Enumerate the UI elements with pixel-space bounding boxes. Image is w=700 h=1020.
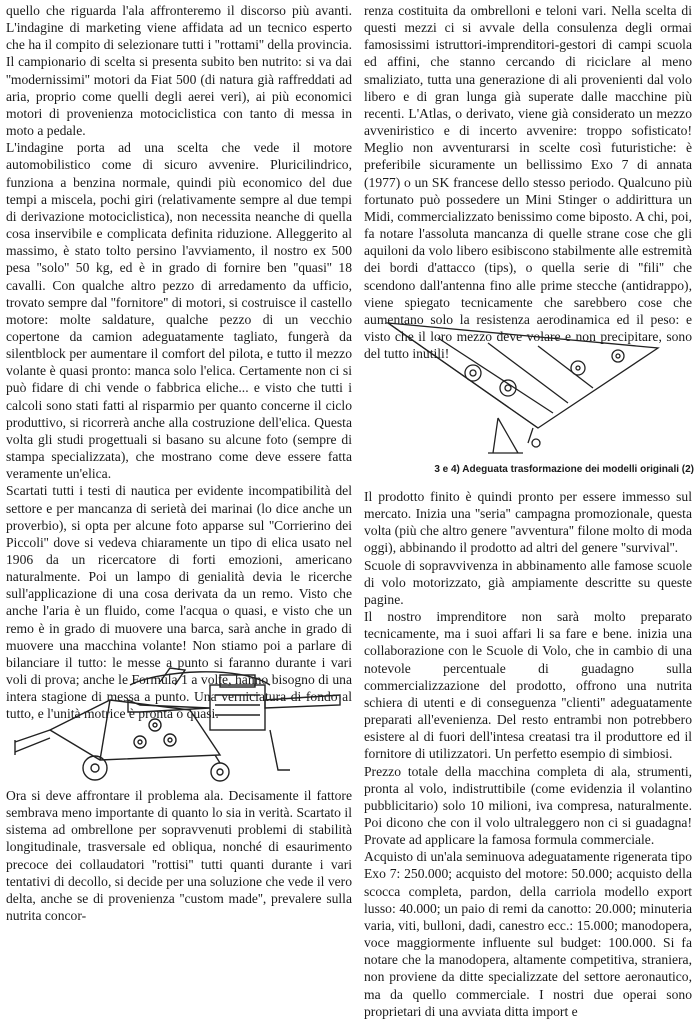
right-paragraph-6: Acquisto di un'ala seminuova adeguatamente rigenerata tipo Exo 7: 250.000; acquisto del motore: 50.000; acquisto della scocca completa, pardon, della carriola modello export lusso: 40.000; un paio di remi da canotto: 20.000; minuteria varia, viti, bulloni, dadi, canestro ecc.: 15.000; manodopera, voce maggiormente influente sul budget: 100.000. Si fa notare che la manodopera, altamente competitiva, straniera, non proviene da ditte specializzate del settore aeronautico, ma da quello commerciale. I nostri due operai sono proprietari di una avviata ditta import e bbox=[364, 849, 692, 1019]
left-column-text-bottom bbox=[6, 787, 352, 924]
left-paragraph-4: Ora si deve affrontare il problema ala. Decisamente il fattore sembrava meno importante di quanto lo sia in verità. Scartato il sistema ad ombrellone per sopravvenuti problemi di stabilità longitudinale, trasversale ed obliqua, nonché di esaurimento precoce dei collaudatori ''rottisi'' tutti quanti durante i vari tentativi di decollo, si decide per una soluzione che vede il vero delta, anche se di provenienza ''custom made'', prevalere sulla nutrita concor- bbox=[6, 788, 352, 924]
left-paragraph-3: Scartati tutti i testi di nautica per evidente incompatibilità del settore e per mancanza di serietà dei marinai (lo dice anche un proverbio), si opta per alcune foto apparse sul ''Corrierino dei Piccoli'' dove si vedeva chiaramente un tipo di elica usato nel 1906 da un ricercatore di forti emozioni, americano naturalmente. Poi un lampo di genialità devia le ricerche sull'applicazione di una cosa derivata da un remo. Visto che anche l'aria è un fluido, come l'acqua o quasi, e visto che un remo è in grado di muovere una barca, sarà anche in grado di muovere una macchina volante! Non stiamo poi a parlare di bilanciare il tutto: le messe a punto si faranno durante i vari voli di prova; anche le Formula 1 a volte, hanno bisogno di una intera stagione di messa a punto. Una verniciatura di fondo al tutto, e l'unità motrice è pronta o quasi. bbox=[6, 483, 352, 722]
motor-cart-illustration bbox=[10, 660, 350, 785]
right-column-text bbox=[364, 2, 692, 362]
right-column-text-bottom bbox=[364, 488, 692, 1020]
left-paragraph-1: quello che riguarda l'ala affronteremo il discorso più avanti. L'indagine di marketing viene affidata ad un tecnico esperto che ha il compito di selezionare tutti i ''rottami'' della provincia. Il campionario di scelta si presenta subito ben nutrito: si va dai ''modernissimi'' motori da Fiat 500 (di natura già raffreddati ad aria, proprio come quelli degli aerei veri), ai più economici motori di provenienza motociclistica con tanto di messa in moto a pedale. bbox=[6, 3, 352, 139]
wing-illustration bbox=[378, 318, 678, 458]
right-paragraph-3: Scuole di sopravvivenza in abbinamento alle famose scuole di volo motorizzato, già ampiamente descritte su queste pagine. bbox=[364, 557, 692, 607]
right-paragraph-5: Prezzo totale della macchina completa di ala, strumenti, pronta al volo, indistruttibile (come evidenzia il volantino pubblicitario) solo 10 milioni, iva compresa, naturalmente. Poi dicono che con il volo ultraleggero non ci si guadagna! Provate ad applicare la famosa formula commerciale. bbox=[364, 763, 692, 848]
left-paragraph-2: L'indagine porta ad una scelta che vede il motore automobilistico come di sicuro avvenire. Pluricilindrico, funziona a benzina normale, quindi più economico del due tempi a miscela, pochi giri (relativamente sempre al due tempi di derivazione motociclistica), non necessita neanche di quella cosa inservibile e complicata definita riduzione. Alleggerito al massimo, è stato tolto persino l'avviamento, il nostro ex 500 pesa ''solo'' 50 kg, ed è in grado di fornire ben ''quasi'' 18 cavalli. Con qualche altro pezzo di arredamento da ufficio, trovato sempre dal ''fornitore'' di motori, si costruisce il castello motore: molte saldature, qualche pezzo di un vecchio copertone da camion adeguatamente tagliato, fungerà da silentblock per aumentare il comfort del pilota, e tutto il mezzo volante è quasi pronto: manca solo l'elica. Certamente non ci si può fidare di chi vende o fabbrica eliche... e visto che tutti i calcoli sono stati fatti al risparmio per quanto concerne il ciclo produttivo, si ricorrerà anche alla costruzione dell'elica. Questa volta gli studi progettuali si basano su alcune foto (sempre di stampa specializzata), che mostrano come deve essere fatta veramente un'elica. bbox=[6, 140, 352, 482]
right-paragraph-2: Il prodotto finito è quindi pronto per essere immesso sul mercato. Inizia una ''seria'' campagna promozionale, questa volta (più che altro genere ''avventura'' filone molto di moda oggi), abbinando il prodotto ad altri del genere ''survival''. bbox=[364, 489, 692, 556]
right-paragraph-4: Il nostro imprenditore non sarà molto preparato tecnicamente, ma i suoi affari li sa fare e bene. inizia una collaborazione con le Scuole di Volo, che in cambio di una notevole percentuale di guadagno sulla commercializzazione del prodotto, offrono una nutrita schiera di utenti e di conseguenza ''clienti'' adeguatamente preparati all'evenienza. Del resto entrambi non potrebbero esistere al di fuori dell'intesa creatasi tra il produttore ed il fornitore di utilizzatori. Un perfetto esempio di simbiosi. bbox=[364, 609, 692, 762]
figure-caption: 3 e 4) Adeguata trasformazione dei modelli originali (2) bbox=[434, 464, 694, 475]
right-paragraph-1: renza costituita da ombrelloni e teloni vari. Nella scelta di questi mezzi ci si avvale della consulenza degli ormai famosissimi istruttori-imprenditori-gestori di campi scuola ed affini, che stanno cercando di riciclare al meno smaliziato, tutta una generazione di ali provenienti dal volo libero e di gran lunga già superate dalle macchine più recenti. L'Atlas, o derivato, viene già considerato un mezzo avveniristico e di incerto avvenire: troppo sofisticato! Meglio non avventurarsi in scelte così futuristiche: è preferibile sicuramente un bellissimo Exo 7 di annata (1977) o un SK francese dello stesso periodo. Qualcuno più fortunato può possedere un Mini Stinger o addirittura un Midi, commercializzato benissimo come biposto. A chi, poi, fa notare l'assoluta mancanza di quelle strane cose che gli aquiloni da volo libero esibiscono stabilmente alle estremità dei bordi d'attacco (tips), o quella serie di ''fili'' che scendono dall'antenna fino alle prime stecche (antidrappo), viene spiegato tecnicamente che sarebbero cose che aumentano solo la resistenza aerodinamica ed il peso: e visto che il loro mezzo deve volare e non precipitare, sono del tutto inutili! bbox=[364, 3, 692, 362]
left-column-text bbox=[6, 2, 352, 723]
